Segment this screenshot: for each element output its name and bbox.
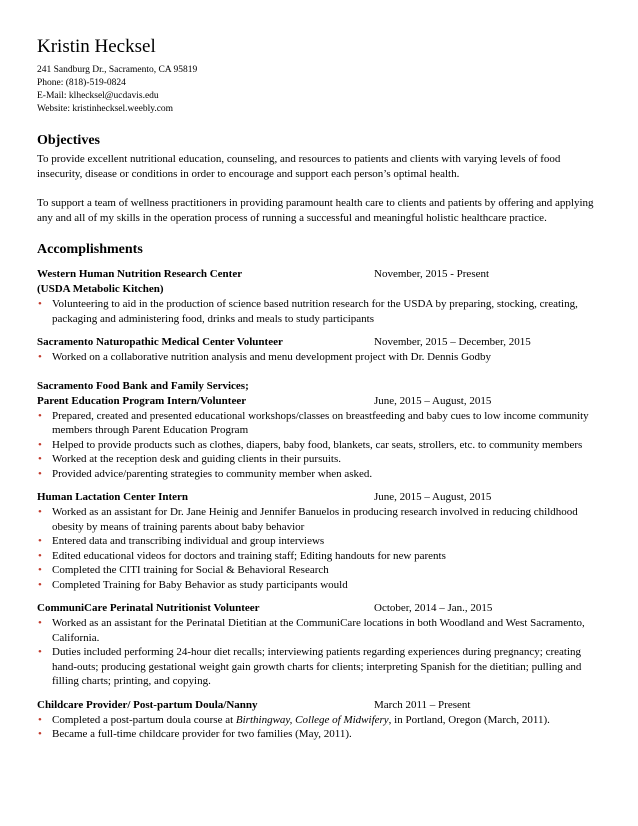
bullet-text: Duties included performing 24-hour diet recalls; interviewing patients regarding experiences during pregnancy; creating hand-outs; producing gestational weight gain growth charts for clients; interpreting Spanish for the dietitian; pulling and filling charts; printing, and copying. xyxy=(52,646,582,687)
objective-paragraph: To support a team of wellness practitioners in providing paramount health care to clients and patients by offering and applying any and all of my skills in the operation process of running a successful and meaningful holistic healthcare practice. xyxy=(37,197,594,224)
entry-organization: Western Human Nutrition Research Center xyxy=(37,268,243,280)
contact-block xyxy=(37,64,605,116)
entry-organization: Human Lactation Center Intern xyxy=(37,491,189,503)
bullet-text: Prepared, created and presented educational workshops/classes on breastfeeding and baby cues to low income community members through Parent Education Program xyxy=(52,409,589,436)
bullet-text: Edited educational videos for doctors and training staff; Editing handouts for new parents xyxy=(52,549,446,562)
resume-name: Kristin Hecksel xyxy=(37,36,156,57)
bullet-item xyxy=(37,534,605,549)
bullet-icon: • xyxy=(38,535,42,547)
entry-date: March 2011 – Present xyxy=(374,698,471,711)
entry-bullets xyxy=(37,505,605,592)
entry-date: June, 2015 – August, 2015 xyxy=(374,394,492,407)
bullet-icon: • xyxy=(38,728,42,740)
bullet-text-before: Completed a post-partum doula course at xyxy=(52,713,236,726)
entry-date: November, 2015 - Present xyxy=(374,268,490,280)
bullet-text: Provided advice/parenting strategies to community member when asked. xyxy=(52,467,373,480)
bullet-text: Helped to provide products such as clothes, diapers, baby food, blankets, car seats, strollers, etc. to community members xyxy=(52,438,583,451)
accomplishment-entry xyxy=(37,698,605,742)
bullet-text: Volunteering to aid in the production of science based nutrition research for the USDA by preparing, stocking, creating, packaging and administering food, drinks and meals to study participants xyxy=(52,298,578,325)
entry-header xyxy=(37,267,605,282)
bullet-item xyxy=(37,645,605,689)
bullet-text: Completed Training for Baby Behavior as study participants would xyxy=(52,578,348,591)
entry-header xyxy=(37,698,605,713)
entry-subtitle: (USDA Metabolic Kitchen) xyxy=(37,283,164,295)
bullet-item xyxy=(37,297,605,326)
bullet-item xyxy=(37,452,605,467)
entry-header xyxy=(37,601,605,616)
bullet-text: Worked on a collaborative nutrition analysis and menu development project with Dr. Dennis Godby xyxy=(52,351,492,363)
bullet-text: Became a full-time childcare provider for two families (May, 2011). xyxy=(52,728,352,740)
bullet-item xyxy=(37,563,605,578)
bullet-item xyxy=(37,727,605,742)
entry-organization: Parent Education Program Intern/Volunteer xyxy=(37,394,247,407)
bullet-item xyxy=(37,438,605,453)
contact-address: 241 Sandburg Dr., Sacramento, CA 95819 xyxy=(37,65,198,75)
entry-date: June, 2015 – August, 2015 xyxy=(374,491,492,503)
entry-header xyxy=(37,335,605,350)
accomplishments-list xyxy=(37,267,605,742)
bullet-icon: • xyxy=(38,438,42,451)
bullet-item xyxy=(37,713,605,728)
bullet-text: Worked at the reception desk and guiding clients in their pursuits. xyxy=(52,453,342,465)
entry-organization: Sacramento Naturopathic Medical Center Volunteer xyxy=(37,336,283,348)
bullet-item xyxy=(37,467,605,482)
contact-phone: Phone: (818)-519-0824 xyxy=(37,78,126,88)
bullet-icon: • xyxy=(38,564,42,576)
entry-organization: Childcare Provider/ Post-partum Doula/Nanny xyxy=(37,698,258,711)
bullet-icon: • xyxy=(38,506,42,518)
objectives-heading: Objectives xyxy=(37,133,100,148)
entry-bullets xyxy=(37,409,605,482)
entry-bullets xyxy=(37,350,605,365)
entry-date: November, 2015 – December, 2015 xyxy=(374,336,531,348)
contact-website: Website: kristinhecksel.weebly.com xyxy=(37,104,174,114)
entry-bullets xyxy=(37,713,605,742)
entry-organization: CommuniCare Perinatal Nutritionist Volunteer xyxy=(37,602,260,614)
bullet-icon: • xyxy=(38,409,42,422)
objective-paragraph: To provide excellent nutritional education, counseling, and resources to patients and clients with varying levels of food insecurity, disease or conditions in order to encourage and support each person’s optimal health. xyxy=(37,153,561,180)
bullet-item xyxy=(37,549,605,564)
bullet-text: Entered data and transcribing individual and group interviews xyxy=(52,535,325,547)
accomplishment-entry xyxy=(37,267,605,326)
entry-pretitle: Sacramento Food Bank and Family Services; xyxy=(37,379,249,392)
entry-header xyxy=(37,490,605,505)
accomplishment-entry xyxy=(37,490,605,592)
accomplishment-entry xyxy=(37,379,605,482)
bullet-icon: • xyxy=(38,646,42,658)
bullet-icon: • xyxy=(38,351,42,363)
bullet-text-after: , in Portland, Oregon (March, 2011). xyxy=(388,713,550,726)
bullet-text: Worked as an assistant for the Perinatal Dietitian at the CommuniCare locations in both Woodland and West Sacramento, California. xyxy=(52,617,585,644)
entry-bullets xyxy=(37,616,605,689)
bullet-icon: • xyxy=(38,298,42,310)
bullet-icon: • xyxy=(38,467,42,480)
accomplishment-entry xyxy=(37,601,605,689)
accomplishment-entry xyxy=(37,335,605,365)
resume-page xyxy=(37,36,605,742)
bullet-item xyxy=(37,350,605,365)
bullet-icon: • xyxy=(38,549,42,562)
accomplishments-heading: Accomplishments xyxy=(37,242,143,257)
bullet-text-italic: Birthingway, College of Midwifery xyxy=(235,713,389,726)
bullet-icon: • xyxy=(38,617,42,629)
bullet-icon: • xyxy=(38,713,42,726)
entry-header xyxy=(37,394,605,409)
bullet-text: Completed the CITI training for Social & Behavioral Research xyxy=(52,564,329,576)
bullet-text: Worked as an assistant for Dr. Jane Heinig and Jennifer Banuelos in producing research involved in reducing childhood obesity by means of training parents about baby behavior xyxy=(52,506,578,533)
entry-bullets xyxy=(37,297,605,326)
bullet-item xyxy=(37,505,605,534)
bullet-item xyxy=(37,578,605,593)
bullet-item xyxy=(37,616,605,645)
bullet-icon: • xyxy=(38,578,42,591)
entry-date: October, 2014 – Jan., 2015 xyxy=(374,602,493,614)
bullet-item xyxy=(37,409,605,438)
contact-email: E-Mail: klhecksel@ucdavis.edu xyxy=(37,91,159,101)
bullet-icon: • xyxy=(38,453,42,465)
